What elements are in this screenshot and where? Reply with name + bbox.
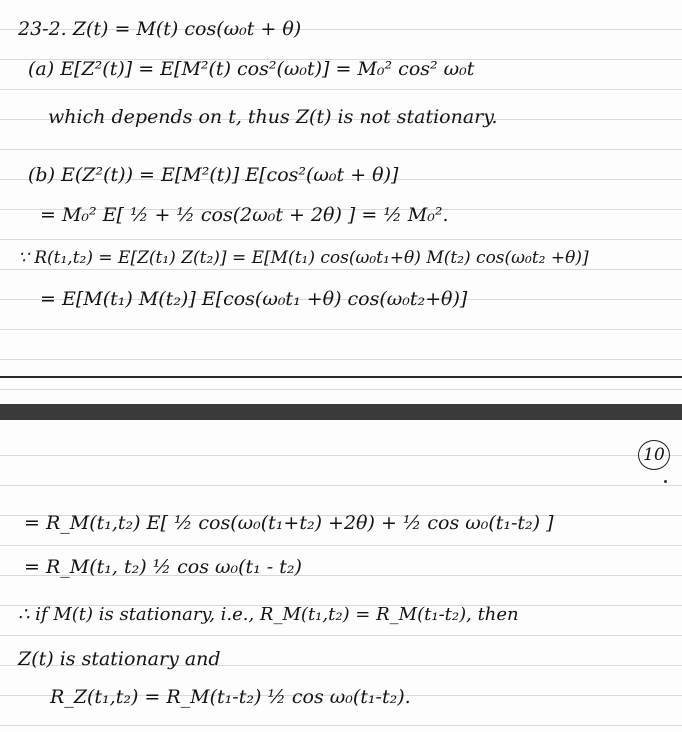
part-a-conclusion: which depends on t, thus Z(t) is not stationary. xyxy=(48,106,498,128)
stationarity-conclusion: Z(t) is stationary and xyxy=(18,648,221,670)
part-b-result: = M₀² E[ ½ + ½ cos(2ω₀t + 2θ) ] = ½ M₀². xyxy=(40,204,449,226)
final-autocorrelation: R_Z(t₁,t₂) = R_M(t₁-t₂) ½ cos ω₀(t₁-t₂). xyxy=(50,686,411,708)
autocorrelation-definition: ∵ R(t₁,t₂) = E[Z(t₁) Z(t₂)] = E[M(t₁) cos(ω₀t₁+θ) M(t₂) cos(ω₀t₂ +θ)] xyxy=(18,248,589,268)
page-edge-line xyxy=(0,376,682,378)
autocorrelation-expanded: = R_M(t₁,t₂) E[ ½ cos(ω₀(t₁+t₂) +2θ) + ½ cos ω₀(t₁-t₂) ] xyxy=(24,512,554,534)
part-b-equation: (b) E(Z²(t)) = E[M²(t)] E[cos²(ω₀t + θ)] xyxy=(28,164,399,186)
autocorrelation-factorized: = E[M(t₁) M(t₂)] E[cos(ω₀t₁ +θ) cos(ω₀t₂+θ)] xyxy=(40,288,468,310)
stationarity-condition: ∴ if M(t) is stationary, i.e., R_M(t₁,t₂) = R_M(t₁-t₂), then xyxy=(18,604,519,625)
part-a-equation: (a) E[Z²(t)] = E[M²(t) cos²(ω₀t)] = M₀² cos² ω₀t xyxy=(28,58,475,80)
problem-heading: 23-2. Z(t) = M(t) cos(ω₀t + θ) xyxy=(18,18,302,40)
page-separator xyxy=(0,404,682,420)
autocorrelation-simplified: = R_M(t₁, t₂) ½ cos ω₀(t₁ - t₂) xyxy=(24,556,302,578)
pen-mark xyxy=(664,480,667,483)
page-number-circle: 10 xyxy=(638,440,670,470)
